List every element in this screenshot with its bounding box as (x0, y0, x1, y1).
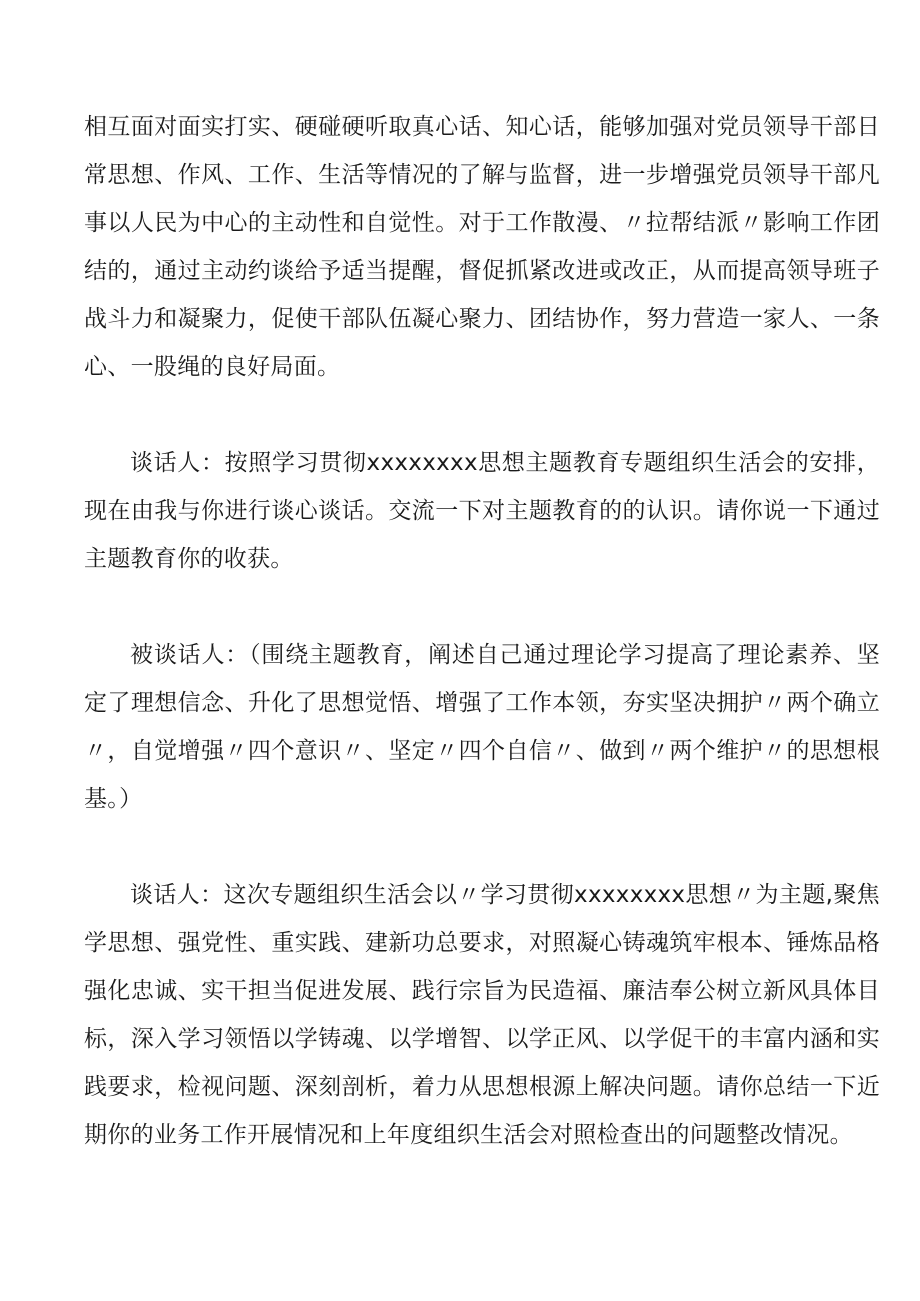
paragraph-interviewer-question: 谈话人：按照学习贯彻xxxxxxxx思想主题教育专题组织生活会的安排，现在由我与你进行谈心谈话。交流一下对主题教育的的认识。请你说一下通过主题教育你的收获。 (84, 450, 880, 572)
paragraph-interviewee-answer: 被谈话人：（围绕主题教育，阐述自己通过理论学习提高了理论素养、坚定了理想信念、升化了思想觉悟、增强了工作本领，夯实坚决拥护〃两个确立〃，自觉增强〃四个意识〃、坚定〃四个自信〃、做到〃两个维护〃的思想根基。） (84, 642, 880, 812)
document-body (84, 103, 880, 1159)
paragraph-continuation: 相互面对面实打实、硬碰硬听取真心话、知心话，能够加强对党员领导干部日常思想、作风、工作、生活等情况的了解与监督，进一步增强党员领导干部凡事以人民为中心的主动性和自觉性。对于工作散漫、〃拉帮结派〃影响工作团结的，通过主动约谈给予适当提醒，督促抓紧改进或改正，从而提高领导班子战斗力和凝聚力，促使干部队伍凝心聚力、团结协作，努力营造一家人、一条心、一股绳的良好局面。 (84, 114, 880, 380)
paragraph-interviewer-followup: 谈话人：这次专题组织生活会以〃学习贯彻xxxxxxxx思想〃为主题,聚焦学思想、强党性、重实践、建新功总要求，对照凝心铸魂筑牢根本、锤炼品格强化忠诚、实干担当促进发展、践行宗旨为民造福、廉洁奉公树立新风具体目标，深入学习领悟以学铸魂、以学增智、以学正风、以学促干的丰富内涵和实践要求，检视问题、深刻剖析，着力从思想根源上解决问题。请你总结一下近期你的业务工作开展情况和上年度组织生活会对照检查出的问题整改情况。 (84, 882, 880, 1148)
